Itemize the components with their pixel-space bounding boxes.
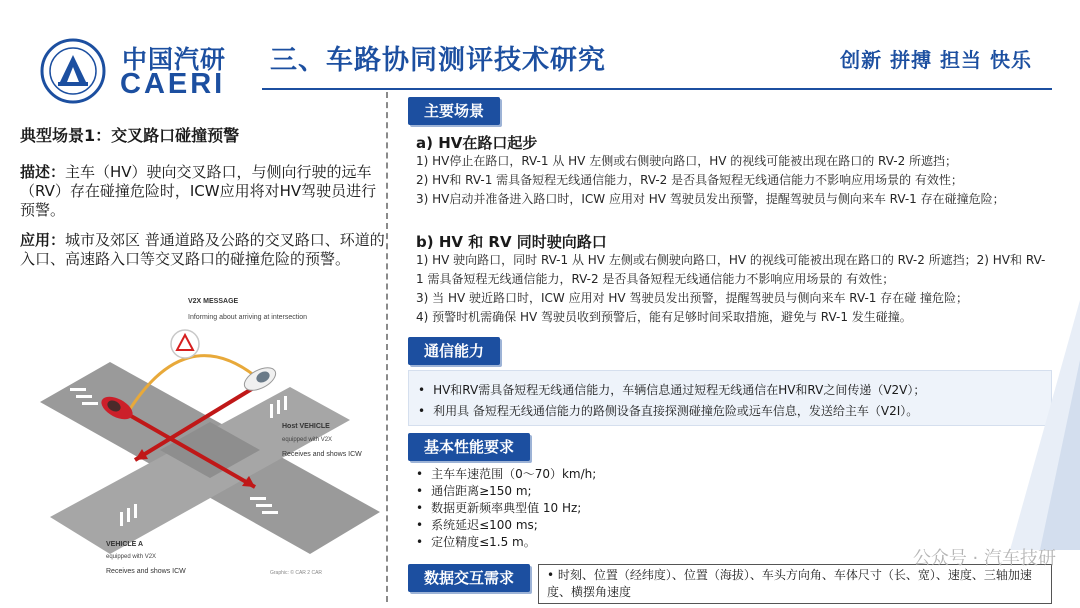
host-vehicle-desc: Receives and shows ICW xyxy=(282,451,362,458)
description-label: 描述： xyxy=(20,163,66,181)
intersection-diagram xyxy=(40,292,380,588)
performance-list xyxy=(416,466,596,551)
performance-badge: 基本性能要求 xyxy=(408,433,530,461)
data-exchange-badge: 数据交互需求 xyxy=(408,564,530,592)
scenario-b-item-2: 3) 当 HV 驶近路口时，ICW 应用对 HV 驾驶员发出预警，提醒驾驶员与侧向来车 RV-1 存在碰 撞危险； xyxy=(416,291,969,305)
application-paragraph xyxy=(20,231,392,269)
host-vehicle-title: Host VEHICLE xyxy=(282,423,330,430)
slogan: 创新 拼搏 担当 快乐 xyxy=(840,48,1032,72)
graphic-credit: Graphic: © CAR 2 CAR xyxy=(270,570,323,576)
header-underline xyxy=(262,88,1052,90)
main-scene-badge: 主要场景 xyxy=(408,97,500,125)
application-text: 城市及郊区 普通道路及公路的交叉路口、环道的入口、高速路入口等交叉路口的碰撞危险的预警。 xyxy=(20,231,385,268)
vehicle-a-sub: equipped with V2X xyxy=(106,554,157,560)
logo-english-text: CAERI xyxy=(120,68,226,100)
description-text: 主车（HV）驶向交叉路口，与侧向行驶的远车（RV）存在碰撞危险时，ICW应用将对HV驾驶员进行预警。 xyxy=(20,163,377,219)
perf-item-frequency: • 数据更新频率典型值 10 Hz; xyxy=(416,500,596,517)
subheading-b: b) HV 和 RV 同时驶向路口 xyxy=(416,233,607,251)
v2x-message-sub: Informing about arriving at intersection xyxy=(188,314,308,321)
perf-item-speed: • 主车车速范围（0～70）km/h; xyxy=(416,466,596,483)
corner-road-decoration xyxy=(1010,300,1080,550)
scenario-a-item-1: 1) HV停止在路口，RV-1 从 HV 左侧或右侧驶向路口，HV 的视线可能被出现在路口的 RV-2 所遮挡； xyxy=(416,154,958,168)
scenario-a-item-3: 3) HV启动并准备进入路口时，ICW 应用对 HV 驾驶员发出预警，提醒驾驶员与侧向来车 RV-1 存在碰撞危险； xyxy=(416,192,1005,206)
scene-title: 典型场景1：交叉路口碰撞预警 xyxy=(20,126,240,145)
comm-item-v2v: • HV和RV需具备短程无线通信能力，车辆信息通过短程无线通信在HV和RV之间传递（V2V）； xyxy=(418,380,1048,401)
comm-capability-badge: 通信能力 xyxy=(408,337,500,365)
perf-item-latency: • 系统延迟≤100 ms; xyxy=(416,517,596,534)
header xyxy=(0,0,1080,100)
comm-capability-list xyxy=(418,380,1048,422)
scenario-b-paragraph xyxy=(416,251,1052,327)
wechat-watermark: 公众号 · 汽车技研 xyxy=(912,548,1056,569)
vehicle-a-title: VEHICLE A xyxy=(106,541,144,548)
scenario-b-item-3: 4) 预警时机需确保 HV 驾驶员收到预警后，能有足够时间采取措施，避免与 RV-1 发生碰撞。 xyxy=(416,310,912,324)
logo-chinese-text: 中国汽研 xyxy=(122,45,227,74)
application-label: 应用： xyxy=(20,231,66,249)
perf-item-distance: • 通信距离≥150 m; xyxy=(416,483,596,500)
vehicle-a-desc: Receives and shows ICW xyxy=(106,568,186,575)
scenario-a-item-2: 2) HV和 RV-1 需具备短程无线通信能力，RV-2 是否具备短程无线通信能力不影响应用场景的 有效性； xyxy=(416,173,963,187)
perf-item-accuracy: • 定位精度≤1.5 m。 xyxy=(416,534,596,551)
v2x-message-title: V2X MESSAGE xyxy=(188,298,239,305)
column-divider xyxy=(386,92,388,602)
page-title: 三、车路协同测评技术研究 xyxy=(270,45,606,76)
comm-item-v2i: • 利用具 备短程无线通信能力的路侧设备直接探测碰撞危险或远车信息，发送给主车（V2I）。 xyxy=(418,401,1048,422)
description-paragraph xyxy=(20,163,382,220)
caeri-seal-logo xyxy=(40,38,106,104)
scenario-b-item-1: 1) HV 驶向路口，同时 RV-1 从 HV 左侧或右侧驶向路口，HV 的视线可能被出现在路口的 RV-2 所遮挡；2) HV和 RV-1 需具备短程无线通信能力，RV-2 是否具备短程无线通信能力不影响应用场景的 有效性； xyxy=(416,253,1046,286)
host-vehicle-sub: equipped with V2X xyxy=(282,437,333,443)
data-exchange-box: • 时刻、位置（经纬度）、位置（海拔）、车头方向角、车体尺寸（长、宽）、速度、三轴加速度、横摆角速度 xyxy=(538,564,1052,604)
scenario-a-paragraph xyxy=(416,152,1052,209)
subheading-a: a) HV在路口起步 xyxy=(416,134,538,152)
